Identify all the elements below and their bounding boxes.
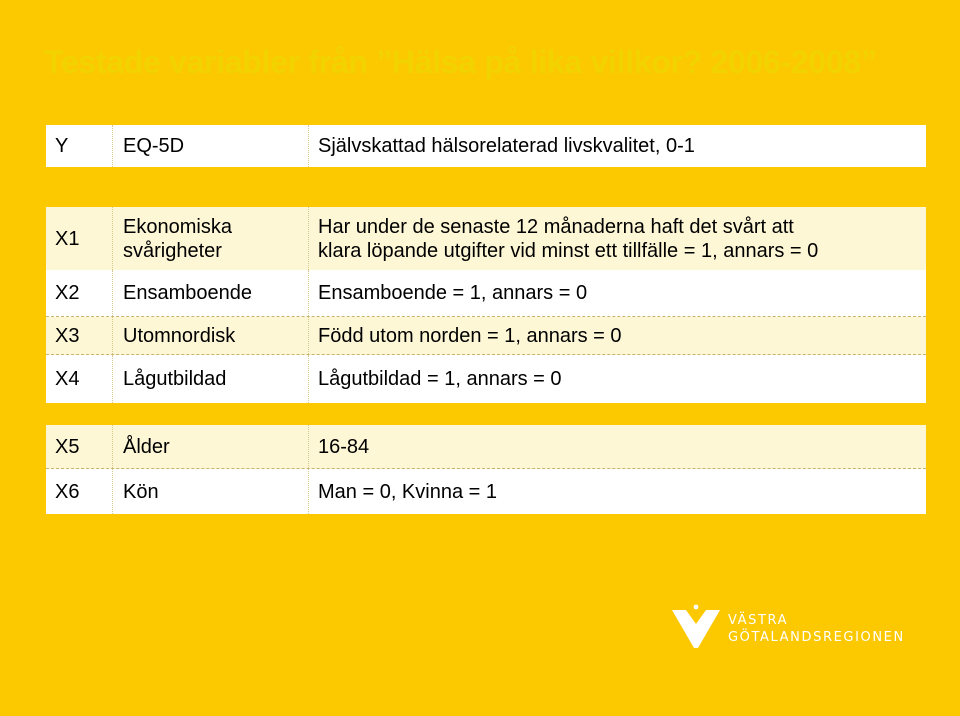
variable-description: Självskattad hälsorelaterad livskvalitet, 0-1 [318,135,695,157]
variable-name: Kön [113,469,309,514]
variable-description: Född utom norden = 1, annars = 0 [318,324,622,347]
variable-code: Y [46,125,113,167]
variable-name: Ensamboende [113,270,309,316]
variable-description: 16-84 [318,435,370,458]
variable-description: Ensamboende = 1, annars = 0 [318,282,588,304]
variable-code: X5 [46,425,113,468]
logo-wordmark: VÄSTRA GÖTALANDSREGIONEN [728,613,905,645]
table-row-x1 [46,207,926,270]
table-row-x3 [46,317,926,355]
variable-code: X3 [46,317,113,354]
table-row-y [46,125,926,167]
table-row-x2 [46,270,926,317]
variable-name: Ålder [113,425,309,468]
variable-name: Lågutbildad [113,355,309,403]
vastra-gotalandsregionen-logo [668,604,908,654]
table-row-x4 [46,355,926,403]
slide-title: Testade variabler från ”Hälsa på lika villkor? 2006-2008” [44,44,877,80]
variable-name: Utomnordisk [113,317,309,354]
variable-code: X6 [46,469,113,514]
variable-description: Har under de senaste 12 månaderna haft det svårt att klara löpande utgifter vid minst ett tillfälle = 1, annars = 0 [318,215,819,262]
variables-table [46,125,926,514]
variable-description: Lågutbildad = 1, annars = 0 [318,368,562,390]
variable-code: X4 [46,355,113,403]
variable-name: EQ-5D [113,125,309,167]
table-row-x6 [46,469,926,514]
variable-code: X1 [46,207,113,270]
variable-code: X2 [46,270,113,316]
table-row-x5 [46,425,926,469]
vgr-heart-logo-icon [668,604,724,654]
variable-name: Ekonomiska svårigheter [113,207,309,270]
variable-description: Man = 0, Kvinna = 1 [318,480,498,503]
